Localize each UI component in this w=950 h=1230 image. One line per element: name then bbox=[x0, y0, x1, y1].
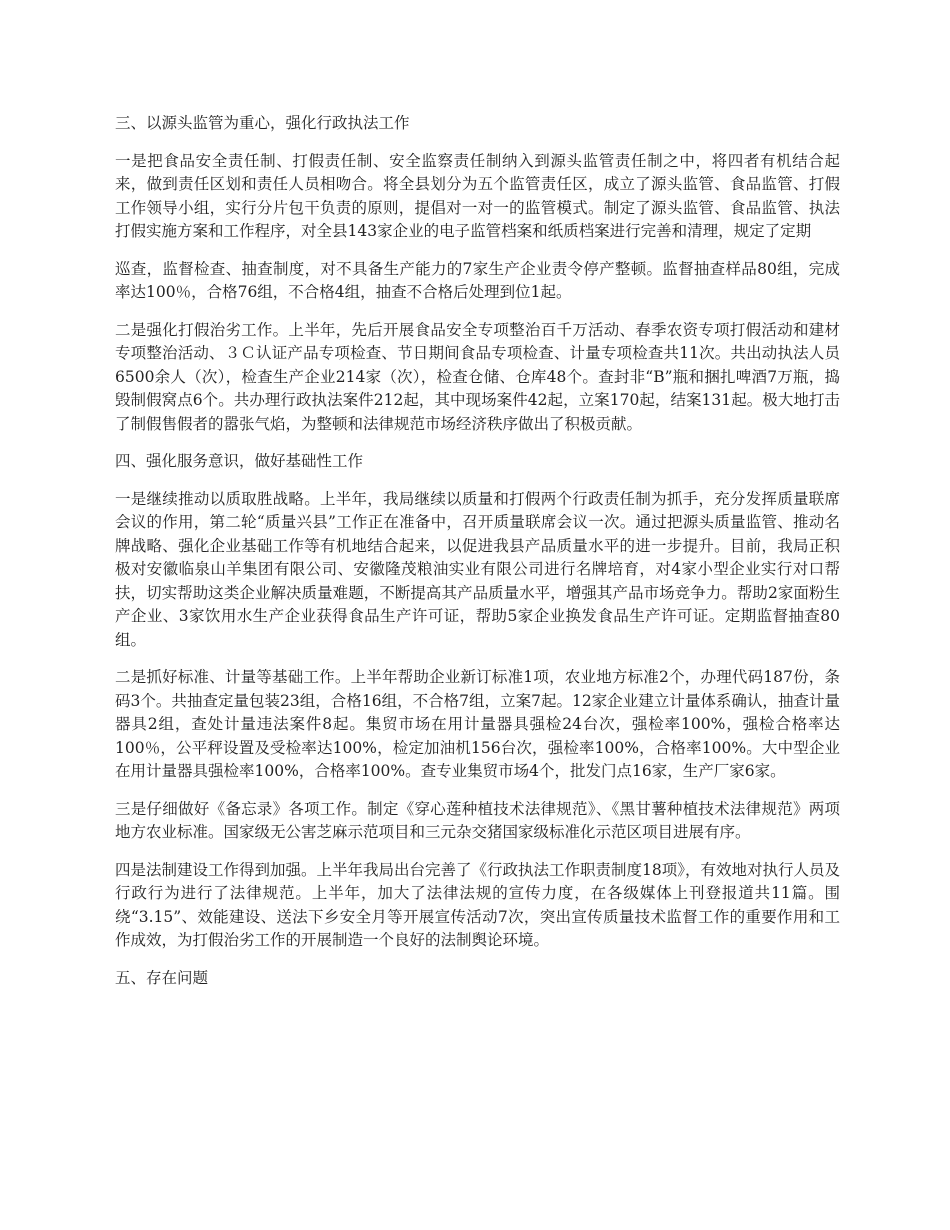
paragraph-legal-construction: 四是法制建设工作得到加强。上半年我局出台完善了《行政执法工作职责制度18项》，有效地对执行人员及行政行为进行了法律规范。上半年，加大了法律法规的宣传力度，在各级媒体上刊登报道共11篇。围绕“3.15”、效能建设、送法下乡安全月等开展宣传活动7次，突出宣传质量技术监督工作的重要作用和工作成效，为打假治劣工作的开展制造一个良好的法制舆论环境。 bbox=[115, 860, 840, 949]
paragraph-inspection-results: 巡查，监督检查、抽查制度，对不具备生产能力的7家生产企业责令停产整顿。监督抽查样品80组，完成率达100％，合格76组，不合格4组，抽查不合格后处理到位1起。 bbox=[115, 259, 840, 301]
document-page bbox=[115, 112, 840, 1004]
paragraph-memorandum: 三是仔细做好《备忘录》各项工作。制定《穿心莲种植技术法律规范》、《黑甘薯种植技术法律规范》两项地方农业标准。国家级无公害芝麻示范项目和三元杂交猪国家级标准化示范区项目进展有序。 bbox=[115, 799, 840, 841]
paragraph-quality-strategy: 一是继续推动以质取胜战略。上半年，我局继续以质量和打假两个行政责任制为抓手，充分发挥质量联席会议的作用，第二轮“质量兴县”工作正在准备中，召开质量联席会议一次。通过把源头质量监管、推动名牌战略、强化企业基础工作等有机地结合起来，以促进我县产品质量水平的进一步提升。目前，我局正积极对安徽临泉山羊集团有限公司、安徽隆茂粮油实业有限公司进行名牌培育，对4家小型企业实行对口帮扶，切实帮助这类企业解决质量难题，不断提高其产品质量水平，增强其产品市场竞争力。帮助2家面粉生产企业、3家饮用水生产企业获得食品生产许可证，帮助5家企业换发食品生产许可证。定期监督抽查80组。 bbox=[115, 489, 840, 649]
paragraph-standards-metrology: 二是抓好标准、计量等基础工作。上半年帮助企业新订标准1项，农业地方标准2个，办理代码187份，条码3个。共抽查定量包装23组，合格16组，不合格7组，立案7起。12家企业建立计量体系确认，抽查计量器具2组，查处计量违法案件8起。集贸市场在用计量器具强检24台次，强检率100%，强检合格率达100％，公平秤设置及受检率达100%，检定加油机156台次，强检率100%，合格率100%。大中型企业在用计量器具强检率100%，合格率100%。查专业集贸市场4个，批发门点16家，生产厂家6家。 bbox=[115, 668, 840, 780]
paragraph-source-supervision: 一是把食品安全责任制、打假责任制、安全监察责任制纳入到源头监管责任制之中，将四者有机结合起来，做到责任区划和责任人员相吻合。将全县划分为五个监管责任区，成立了源头监管、食品监管、打假工作领导小组，实行分片包干负责的原则，提倡对一对一的监管模式。制定了源头监管、食品监管、执法打假实施方案和工作程序，对全县143家企业的电子监管档案和纸质档案进行完善和清理，规定了定期 bbox=[115, 151, 840, 240]
heading-section-4: 四、强化服务意识，做好基础性工作 bbox=[115, 452, 364, 470]
heading-section-5: 五、存在问题 bbox=[115, 968, 209, 987]
heading-section-3: 三、以源头监管为重心，强化行政执法工作 bbox=[115, 114, 410, 132]
paragraph-anti-counterfeit: 二是强化打假治劣工作。上半年，先后开展食品安全专项整治百千万活动、春季农资专项打假活动和建材专项整治活动、３Ｃ认证产品专项检查、节日期间食品专项检查、计量专项检查共11次。共出动执法人员6500余人（次），检查生产企业214家（次），检查仓储、仓库48个。查封非“B”瓶和捆扎啤酒7万瓶，捣毁制假窝点6个。共办理行政执法案件212起，其中现场案件42起，立案170起，结案131起。极大地打击了制假售假者的嚣张气焰，为整顿和法律规范市场经济秩序做出了积极贡献。 bbox=[115, 320, 840, 433]
